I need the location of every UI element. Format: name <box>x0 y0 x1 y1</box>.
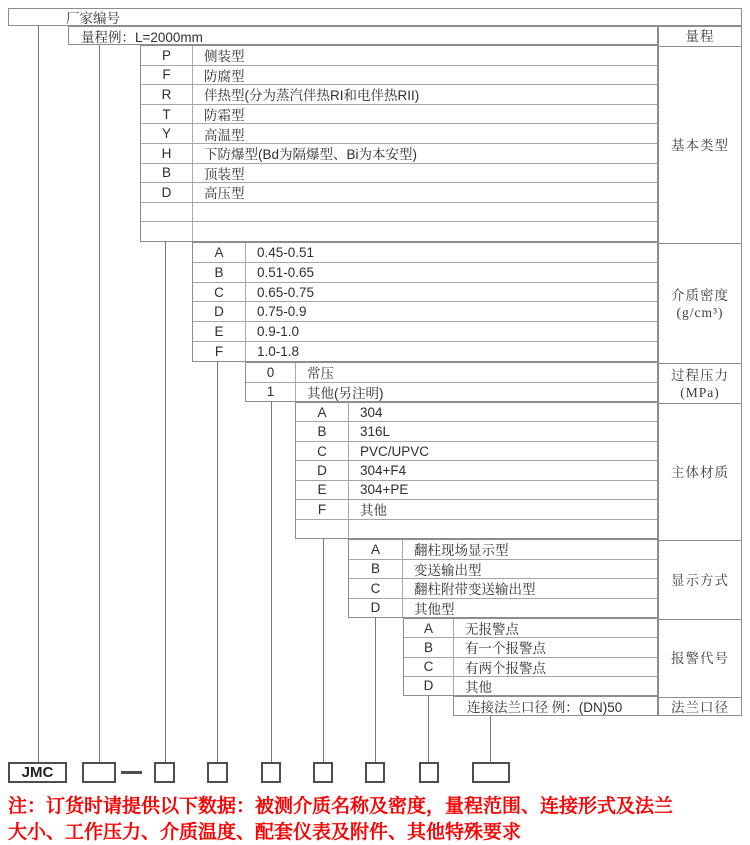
desc-cell: 高压型 <box>204 186 245 202</box>
desc-cell: 其他 <box>465 679 492 695</box>
code-cell: A <box>404 619 454 637</box>
desc-cell: 高温型 <box>204 127 245 143</box>
code-cell: F <box>141 66 193 85</box>
order-note <box>8 794 748 845</box>
code-cell: D <box>141 183 193 202</box>
table-row <box>349 598 657 618</box>
desc-cell: 0.9-1.0 <box>257 324 300 340</box>
display-mode-block <box>348 539 658 618</box>
desc-cell: 无报警点 <box>465 622 519 638</box>
table-row <box>141 143 657 163</box>
table-row <box>296 460 657 479</box>
model-code-box-flange <box>472 762 510 783</box>
table-row <box>141 182 657 202</box>
model-code-box-display <box>365 762 385 783</box>
category-label-column <box>658 26 742 716</box>
table-row <box>246 363 657 382</box>
model-code-box-range <box>82 762 116 783</box>
category-label-flange: 法兰口径 <box>659 697 741 717</box>
table-row <box>141 123 657 143</box>
desc-cell: 常压 <box>307 366 334 382</box>
table-row <box>296 441 657 460</box>
density-block <box>192 242 658 362</box>
manufacturer-number-label: 厂家编号 <box>66 11 120 26</box>
code-cell: Y <box>141 124 193 143</box>
desc-cell: 其他 <box>360 503 387 519</box>
connector-line-display <box>375 618 376 762</box>
table-row <box>141 65 657 85</box>
model-code-box-pressure <box>261 762 281 783</box>
model-code-box-alarm <box>419 762 439 783</box>
code-cell: D <box>404 677 454 695</box>
table-row <box>246 382 657 402</box>
category-label-display: 显示方式 <box>659 540 741 619</box>
code-cell: P <box>141 46 193 65</box>
code-cell: F <box>296 500 349 518</box>
connector-line-range <box>99 45 100 762</box>
code-cell: B <box>193 263 246 282</box>
pressure-block <box>245 362 658 402</box>
table-row <box>349 540 657 559</box>
code-cell: A <box>193 243 246 262</box>
table-row <box>296 499 657 518</box>
code-cell <box>141 222 193 241</box>
desc-cell: 0.65-0.75 <box>257 284 315 300</box>
table-row-empty <box>141 221 657 241</box>
model-code-box-material <box>313 762 333 783</box>
model-dash <box>121 771 142 774</box>
desc-cell: 有一个报警点 <box>465 641 546 657</box>
table-row <box>404 676 657 695</box>
desc-cell: 侧装型 <box>204 49 245 65</box>
connector-line-flange <box>490 716 491 762</box>
model-code-box-basic-type <box>154 762 175 783</box>
code-cell: A <box>296 403 349 421</box>
code-cell: B <box>296 422 349 440</box>
model-code-box-density <box>207 762 228 783</box>
category-label-basic-type: 基本类型 <box>659 46 741 243</box>
table-row <box>404 619 657 637</box>
desc-cell: 其他(另注明) <box>307 385 384 401</box>
table-row <box>349 559 657 579</box>
table-row <box>141 46 657 65</box>
code-cell: B <box>404 638 454 656</box>
code-cell: T <box>141 105 193 124</box>
code-cell: E <box>193 322 246 341</box>
code-cell: H <box>141 144 193 163</box>
desc-cell: 其他型 <box>414 601 455 617</box>
desc-cell: 304+PE <box>360 482 409 498</box>
range-example-label: 量程例：L=2000mm <box>81 29 203 45</box>
code-cell: E <box>296 481 349 499</box>
code-cell: D <box>349 599 403 618</box>
desc-cell: 316L <box>360 424 391 440</box>
connector-line-manufacturer <box>38 26 39 762</box>
connector-line-density <box>217 362 218 762</box>
table-row <box>141 104 657 124</box>
desc-cell: 翻柱附带变送输出型 <box>414 582 536 598</box>
desc-cell: 1.0-1.8 <box>257 344 300 360</box>
desc-cell: 翻柱现场显示型 <box>414 543 509 559</box>
material-block <box>295 402 658 539</box>
table-row <box>193 321 657 341</box>
code-cell <box>141 203 193 222</box>
table-row <box>404 637 657 656</box>
desc-cell: 304 <box>360 404 383 420</box>
table-row <box>193 341 657 361</box>
table-row <box>193 243 657 262</box>
category-label-material: 主体材质 <box>659 403 741 540</box>
desc-cell: 0.45-0.51 <box>257 244 315 260</box>
desc-cell: PVC/UPVC <box>360 443 430 459</box>
desc-cell: 下防爆型(Bd为隔爆型、Bi为本安型) <box>204 147 418 163</box>
table-row <box>296 480 657 499</box>
order-note-line1: 注：订货时请提供以下数据：被测介质名称及密度，量程范围、连接形式及法兰 <box>8 796 674 817</box>
model-prefix-label: JMC <box>21 764 54 781</box>
order-note-line2: 大小、工作压力、介质温度、配套仪表及附件、其他特殊要求 <box>8 822 522 843</box>
code-cell: F <box>193 342 246 361</box>
manufacturer-number-row <box>8 8 742 26</box>
desc-cell: 304+F4 <box>360 462 407 478</box>
connector-line-basic-type <box>165 242 166 762</box>
table-row <box>404 657 657 676</box>
desc-cell: 顶装型 <box>204 166 245 182</box>
table-row <box>141 84 657 104</box>
desc-cell: 0.51-0.65 <box>257 264 315 280</box>
code-cell: B <box>141 164 193 183</box>
table-row <box>193 262 657 282</box>
category-label-range: 量程 <box>685 29 715 44</box>
model-prefix-box <box>8 762 67 783</box>
alarm-code-block <box>403 618 658 696</box>
table-row <box>193 301 657 321</box>
table-row-empty <box>296 519 657 538</box>
desc-cell: 0.75-0.9 <box>257 304 307 320</box>
basic-type-block <box>140 45 658 242</box>
code-cell: B <box>349 560 403 579</box>
code-cell: C <box>404 658 454 676</box>
category-label-pressure: 过程压力 (MPa) <box>659 363 741 403</box>
code-cell: 0 <box>246 363 296 382</box>
code-cell: 1 <box>246 383 296 402</box>
category-label-alarm: 报警代号 <box>659 619 741 697</box>
range-example-row <box>68 26 658 45</box>
code-cell: D <box>193 302 246 321</box>
desc-cell: 有两个报警点 <box>465 660 546 676</box>
code-cell: C <box>349 579 403 598</box>
table-row-empty <box>141 202 657 222</box>
code-cell: C <box>193 283 246 302</box>
code-cell: C <box>296 442 349 460</box>
desc-cell: 防霜型 <box>204 108 245 124</box>
desc-cell: 变送输出型 <box>414 562 482 578</box>
desc-cell: 防腐型 <box>204 68 245 84</box>
category-label-density: 介质密度 (g/cm³) <box>659 243 741 363</box>
code-cell: R <box>141 85 193 104</box>
code-cell <box>296 520 349 538</box>
connector-line-alarm <box>428 696 429 762</box>
table-row <box>296 403 657 421</box>
table-row <box>193 282 657 302</box>
table-row <box>141 163 657 183</box>
connector-line-pressure <box>271 402 272 762</box>
table-row <box>296 421 657 440</box>
code-cell: D <box>296 461 349 479</box>
connector-line-material <box>323 539 324 762</box>
table-row <box>349 578 657 598</box>
desc-cell: 伴热型(分为蒸汽伴热RI和电伴热RII) <box>204 88 420 104</box>
flange-diameter-row <box>453 696 658 716</box>
flange-diameter-text: 连接法兰口径 例：(DN)50 <box>467 700 623 715</box>
code-cell: A <box>349 540 403 559</box>
